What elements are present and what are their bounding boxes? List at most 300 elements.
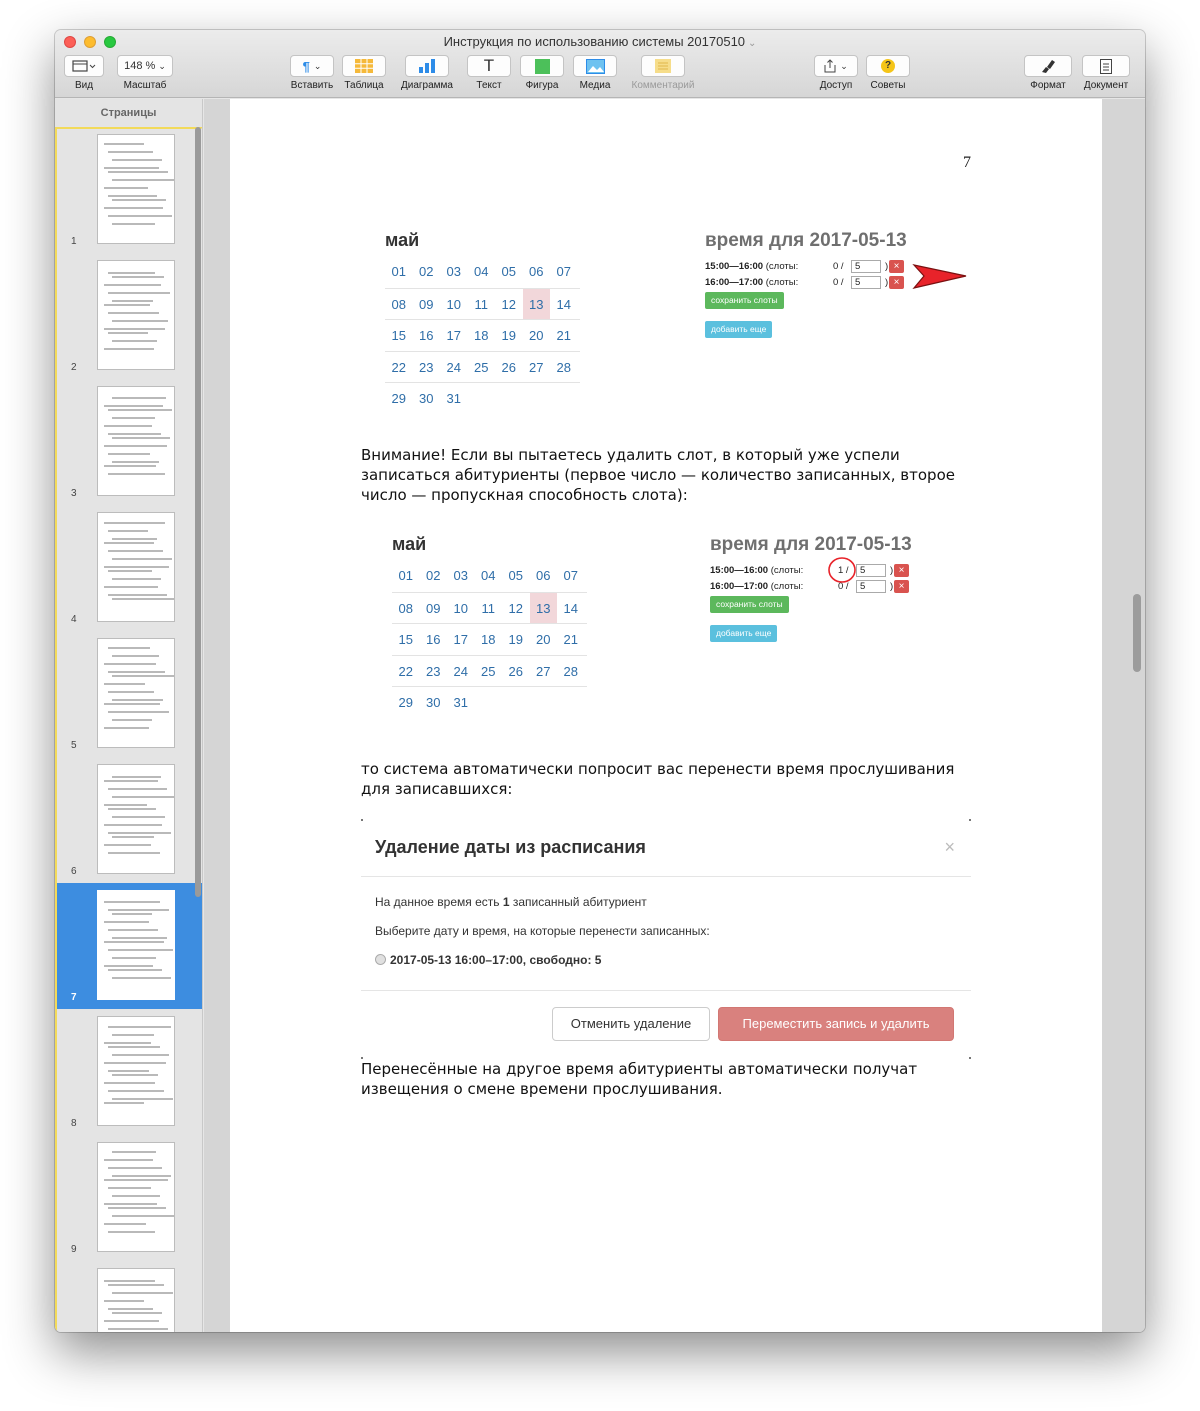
calendar-day[interactable]: 21 [556,328,571,343]
comment-note-icon [655,59,671,73]
bar-chart-icon [418,59,436,73]
title-bar [55,30,1145,98]
divider [361,990,971,991]
calendar-day[interactable]: 09 [419,296,434,312]
zoom-select[interactable] [117,55,173,77]
thumbnail-text-line [104,965,153,967]
slot-capacity-input[interactable]: 5 [851,276,881,289]
document-page[interactable] [230,99,1102,1332]
calendar-day[interactable]: 20 [529,328,544,343]
insert-label: Вставить [290,80,334,91]
slot-label: (слоты: [765,261,799,272]
enrolled-prefix: На данное время есть [375,895,503,909]
page-thumbnail-number: 2 [71,362,77,373]
thumbnail-text-line [104,824,162,826]
view-tool[interactable] [64,55,104,91]
calendar-day[interactable]: 21 [563,632,578,647]
page-thumbnail-image [97,1268,175,1332]
calendar-day[interactable]: 17 [446,328,461,343]
thumbnail-text-line [108,332,148,334]
thumbnail-text-line [104,1300,144,1302]
thumbnail-text-line [104,780,158,782]
thumbnail-text-line [104,445,167,447]
reschedule-option[interactable] [375,953,601,967]
document-title[interactable] [55,34,1145,49]
thumbnail-text-line [104,1320,159,1322]
insert-tool[interactable] [285,55,339,91]
save-slots-button[interactable]: сохранить слоты [710,596,789,613]
calendar-day[interactable]: 26 [501,359,516,375]
calendar-grid [385,256,580,414]
page-thumbnail[interactable] [57,883,203,1009]
thumbnail-text-line [108,171,168,173]
cancel-delete-button[interactable]: Отменить удаление [552,1007,710,1041]
thumbnail-text-line [104,1062,166,1064]
calendar-day[interactable]: 12 [501,296,516,312]
thumbnail-text-line [112,598,175,600]
page-thumbnail[interactable] [57,253,203,379]
thumbnail-text-line [108,929,158,931]
shape-tool[interactable] [519,55,565,91]
calendar-day[interactable]: 22 [398,663,413,679]
calendar-day[interactable]: 23 [419,359,434,375]
slot-capacity-input[interactable]: 5 [851,260,881,273]
add-more-button[interactable]: добавить еще [710,625,777,642]
thumbnail-text-line [108,1231,155,1233]
thumbnail-text-line [108,949,173,951]
thumbnail-text-line [112,1034,154,1036]
thumbnail-text-line [108,808,156,810]
calendar-day[interactable]: 02 [419,264,434,279]
thumbnail-text-line [104,465,156,467]
calendar-day[interactable]: 04 [474,264,489,279]
calendar-day[interactable]: 30 [419,391,434,406]
comment-tool[interactable] [625,55,701,91]
thumbnail-text-line [112,159,162,161]
thumbnail-text-line [104,663,156,665]
delete-slot-icon[interactable]: × [889,260,904,273]
text-button[interactable] [467,55,511,77]
calendar-day[interactable]: 27 [536,663,551,679]
page-thumbnail[interactable] [57,1009,203,1135]
calendar-day[interactable]: 15 [391,328,406,343]
format-button[interactable] [1024,55,1072,77]
thumbnail-text-line [112,977,171,979]
calendar-day[interactable]: 14 [556,296,571,312]
calendar-day[interactable]: 16 [419,328,434,343]
thumbnail-text-line [108,1090,164,1092]
page-thumbnail[interactable] [57,757,203,883]
thumbnail-text-line [104,703,160,705]
page-thumbnail-image [97,512,175,622]
page-thumbnail-image [97,134,175,244]
thumbnail-text-line [112,1151,156,1153]
sidebar-scrollbar[interactable] [195,127,201,897]
page-number: 7 [963,154,971,171]
thumbnail-text-line [108,852,160,854]
thumbnail-text-line [104,941,164,943]
slot-paren: ) [890,581,894,592]
thumbnail-text-line [104,921,149,923]
calendar-day[interactable]: 24 [446,359,461,375]
calendar-day[interactable]: 28 [563,663,578,679]
thumbnail-text-line [112,1074,158,1076]
share-label: Доступ [819,80,853,91]
calendar-day[interactable]: 31 [446,391,461,406]
page-thumbnail-number: 5 [71,740,77,751]
calendar-day[interactable]: 28 [556,359,571,375]
calendar-day[interactable]: 18 [474,328,489,343]
thumbnail-text-line [108,909,169,911]
calendar-day[interactable]: 03 [446,264,461,279]
divider [361,876,971,877]
calendar-day[interactable]: 08 [391,296,406,312]
page-thumbnail-image [97,890,175,1000]
thumbnail-text-line [108,473,165,475]
thumbnail-text-line [108,1026,171,1028]
thumbnail-text-line [112,223,155,225]
slot-count: 0 / [833,277,844,288]
chart-label: Диаграмма [400,80,453,91]
calendar-day[interactable]: 01 [398,568,413,583]
calendar-day[interactable]: 07 [556,264,571,279]
chart-tool[interactable] [395,55,459,91]
calendar-screenshot-1 [385,230,585,415]
thumbnail-text-line [104,1223,146,1225]
document-tool[interactable] [1079,55,1133,91]
calendar-day[interactable]: 12 [508,600,523,616]
thumbnail-text-line [104,328,165,330]
delete-slot-icon[interactable]: × [894,564,909,577]
thumbnail-text-line [112,675,174,677]
calendar-day[interactable]: 19 [501,328,516,343]
page-thumbnail-number: 8 [71,1118,77,1129]
media-tool[interactable] [573,55,617,91]
comment-label: Комментарий [631,80,695,91]
calendar-day[interactable]: 22 [391,359,406,375]
tips-label: Советы [870,80,906,91]
paragraph-icon: ¶ [302,58,310,74]
canvas-scrollbar[interactable] [1133,594,1141,672]
page-thumbnail[interactable] [57,1261,203,1332]
calendar-day[interactable]: 25 [474,359,489,375]
slot-time: 16:00—17:00 [705,277,764,288]
calendar-day[interactable]: 29 [398,695,413,710]
comment-button[interactable] [641,55,685,77]
slot-count: 1 / [838,565,849,576]
slot-paren: ) [885,277,889,288]
thumbnail-text-line [108,832,171,834]
slot-paren: ) [885,261,889,272]
calendar-screenshot-2 [392,534,592,719]
thumbnail-text-line [112,461,159,463]
slot-time: 15:00—16:00 [710,565,769,576]
document-label: Документ [1083,80,1129,91]
thumbnail-text-line [108,671,165,673]
page-thumbnail-list[interactable] [55,127,203,1332]
thumbnail-text-line [112,836,154,838]
thumbnail-text-line [108,788,167,790]
calendar-day[interactable]: 25 [481,663,496,679]
calendar-week-row [392,655,587,687]
insert-button[interactable] [290,55,334,77]
calendar-day[interactable]: 04 [481,568,496,583]
media-button[interactable] [573,55,617,77]
zoom-tool[interactable] [117,55,173,91]
thumbnail-text-line [112,276,164,278]
text-tool[interactable] [467,55,511,91]
page-thumbnail[interactable] [57,379,203,505]
calendar-day[interactable]: 17 [453,632,468,647]
thumbnail-text-line [112,179,175,181]
page-thumbnail-number: 7 [71,992,77,1003]
thumbnail-text-line [108,292,170,294]
save-slots-button[interactable]: сохранить слоты [705,292,784,309]
option-label: 2017-05-13 16:00–17:00, свободно: 5 [390,953,602,967]
thumbnail-text-line [108,1187,151,1189]
add-more-button[interactable]: добавить еще [705,321,772,338]
thumbnail-text-line [108,691,154,693]
thumbnail-text-line [108,570,152,572]
calendar-day[interactable]: 26 [508,663,523,679]
page-thumbnail[interactable] [57,631,203,757]
thumbnail-text-line [112,655,159,657]
page-thumbnail-number: 9 [71,1244,77,1255]
calendar-day[interactable]: 10 [446,296,461,312]
thumbnail-text-line [112,776,161,778]
calendar-week-row [385,351,580,383]
thumbnail-text-line [104,348,154,350]
slot-row [705,276,900,290]
thumbnail-text-line [104,405,163,407]
page-thumbnail-number: 3 [71,488,77,499]
close-icon[interactable]: × [944,837,955,857]
thumbnail-text-line [108,1284,164,1286]
calendar-week-row [392,623,587,655]
page-thumbnail-image [97,638,175,748]
calendar-day[interactable]: 13 [530,593,558,624]
reschedule-paragraph: то система автоматически попросит вас перенести время прослушивания для записавшихся: [361,760,955,798]
thumbnail-text-line [108,312,159,314]
delete-slot-icon[interactable]: × [889,276,904,289]
thumbnail-text-line [108,195,157,197]
thumbnail-text-line [108,530,148,532]
thumbnail-text-line [108,453,150,455]
page-thumbnail-image [97,386,175,496]
calendar-day[interactable]: 06 [536,568,551,583]
thumbnail-text-line [108,1308,153,1310]
thumbnail-text-line [112,437,170,439]
thumbnail-text-line [104,425,152,427]
thumbnail-text-line [104,1082,155,1084]
slot-label: (слоты: [765,277,799,288]
choose-time-text: Выберите дату и время, на которые перенести записанных: [375,924,710,938]
thumbnail-text-line [108,1207,166,1209]
document-title-text: Инструкция по использованию системы 20170510 [443,34,746,49]
view-button[interactable] [64,55,104,77]
tips-tool[interactable] [866,55,910,91]
thumbnail-text-line [108,647,150,649]
share-icon [824,59,836,73]
table-icon [355,59,373,73]
slot-row [710,580,905,594]
notification-paragraph: Перенесённые на другое время абитуриенты автоматически получат извещения о смене времени прослушивания. [361,1060,918,1098]
calendar-grid [392,560,587,718]
slot-capacity-input[interactable]: 5 [856,580,886,593]
table-tool[interactable] [341,55,387,91]
thumbnail-text-line [104,1179,168,1181]
slot-time: 15:00—16:00 [705,261,764,272]
thumbnail-text-line [112,1312,162,1314]
thumbnail-text-line [104,586,158,588]
thumbnail-text-line [112,1195,160,1197]
thumbnail-text-line [112,719,152,721]
thumbnail-text-line [112,199,166,201]
calendar-day[interactable]: 27 [529,359,544,375]
calendar-day[interactable]: 09 [426,600,441,616]
page-thumbnail[interactable] [57,1135,203,1261]
calendar-day[interactable]: 14 [563,600,578,616]
thumbnail-text-line [112,913,152,915]
format-tool[interactable] [1023,55,1073,91]
calendar-day[interactable]: 11 [481,600,495,616]
page-thumbnail[interactable] [57,127,203,253]
shape-button[interactable] [520,55,564,77]
move-and-delete-button[interactable]: Переместить запись и удалить [718,1007,954,1041]
shape-label: Фигура [525,80,559,91]
thumbnail-text-line [104,727,149,729]
calendar-day[interactable]: 03 [453,568,468,583]
thumbnail-text-line [108,1070,149,1072]
timeslots-screenshot-1 [705,230,920,345]
zoom-value: 148 % [124,60,156,72]
timeslots-screenshot-2 [710,534,925,649]
tips-button[interactable] [866,55,910,77]
table-label: Таблица [344,80,384,91]
calendar-day[interactable]: 20 [536,632,551,647]
calendar-day[interactable]: 06 [529,264,544,279]
calendar-day[interactable]: 24 [453,663,468,679]
document-button[interactable] [1082,55,1130,77]
thumbnail-text-line [104,284,161,286]
red-arrow-icon [910,263,970,293]
format-label: Формат [1030,80,1066,91]
thumbnail-text-line [104,804,147,806]
thumbnail-text-line [112,558,172,560]
page-thumbnail-number: 6 [71,866,77,877]
calendar-day[interactable]: 02 [426,568,441,583]
table-button[interactable] [342,55,386,77]
shape-square-icon [535,59,550,74]
share-tool[interactable] [814,55,858,91]
calendar-day[interactable]: 11 [474,296,488,312]
zoom-label: Масштаб [123,80,167,91]
page-thumbnail-image [97,1142,175,1252]
thumbnail-text-line [104,304,150,306]
page-thumbnail[interactable] [57,505,203,631]
chart-button[interactable] [405,55,449,77]
calendar-day[interactable]: 15 [398,632,413,647]
thumbnail-text-line [108,1167,162,1169]
chevron-down-icon: ⌄ [748,38,757,49]
delete-date-modal [361,821,971,1059]
calendar-day[interactable]: 01 [391,264,406,279]
calendar-month-title: май [385,230,420,250]
calendar-week-row [385,382,580,414]
slot-label: (слоты: [770,565,804,576]
calendar-day[interactable]: 16 [426,632,441,647]
document-icon [1100,59,1112,74]
slot-capacity-input[interactable]: 5 [856,564,886,577]
document-canvas[interactable] [204,99,1145,1332]
slot-row [710,564,905,578]
chevron-down-icon: ⌄ [313,60,322,71]
calendar-day[interactable]: 19 [508,632,523,647]
calendar-day[interactable]: 31 [453,695,468,710]
thumbnail-text-line [112,816,165,818]
sidebar-view-icon [72,60,96,72]
thumbnail-text-line [112,1215,175,1217]
thumbnail-text-line [112,340,157,342]
thumbnail-text-line [112,320,168,322]
calendar-day[interactable]: 18 [481,632,496,647]
thumbnail-text-line [104,844,151,846]
calendar-month-title: май [392,534,427,554]
enrolled-count-text [375,895,647,909]
calendar-day[interactable]: 08 [398,600,413,616]
thumbnail-text-line [112,1098,173,1100]
thumbnail-text-line [104,143,144,145]
thumbnail-text-line [108,550,163,552]
page-thumbnail-image [97,764,175,874]
thumbnail-text-line [104,522,165,524]
calendar-day[interactable]: 23 [426,663,441,679]
enrolled-suffix: записанный абитуриент [509,895,647,909]
thumbnail-text-line [112,699,163,701]
calendar-day[interactable]: 10 [453,600,468,616]
share-button[interactable] [814,55,858,77]
thumbnail-text-line [104,1159,153,1161]
screenshot-corner-mark [969,1057,971,1059]
calendar-day[interactable]: 07 [563,568,578,583]
thumbnail-text-line [112,957,156,959]
radio-button[interactable] [375,954,386,965]
thumbnail-text-line [104,207,163,209]
modal-title: Удаление даты из расписания [375,837,646,857]
calendar-day[interactable]: 05 [501,264,516,279]
thumbnail-text-line [104,1280,155,1282]
calendar-day[interactable]: 29 [391,391,406,406]
thumbnail-text-line [104,542,154,544]
calendar-day[interactable]: 05 [508,568,523,583]
thumbnail-text-line [112,538,157,540]
thumbnail-text-line [104,901,160,903]
thumbnail-text-line [108,409,172,411]
slot-count: 0 / [833,261,844,272]
calendar-day[interactable]: 30 [426,695,441,710]
text-icon: T [483,56,495,75]
slot-time: 16:00—17:00 [710,581,769,592]
page-thumbnail-image [97,1016,175,1126]
delete-slot-icon[interactable]: × [894,580,909,593]
calendar-week-row [385,288,580,320]
calendar-day[interactable]: 13 [523,289,551,320]
slot-paren: ) [890,565,894,576]
page-thumbnail-image [97,260,175,370]
thumbnail-text-line [112,1054,169,1056]
media-label: Медиа [579,80,611,91]
pages-sidebar [55,99,203,1332]
